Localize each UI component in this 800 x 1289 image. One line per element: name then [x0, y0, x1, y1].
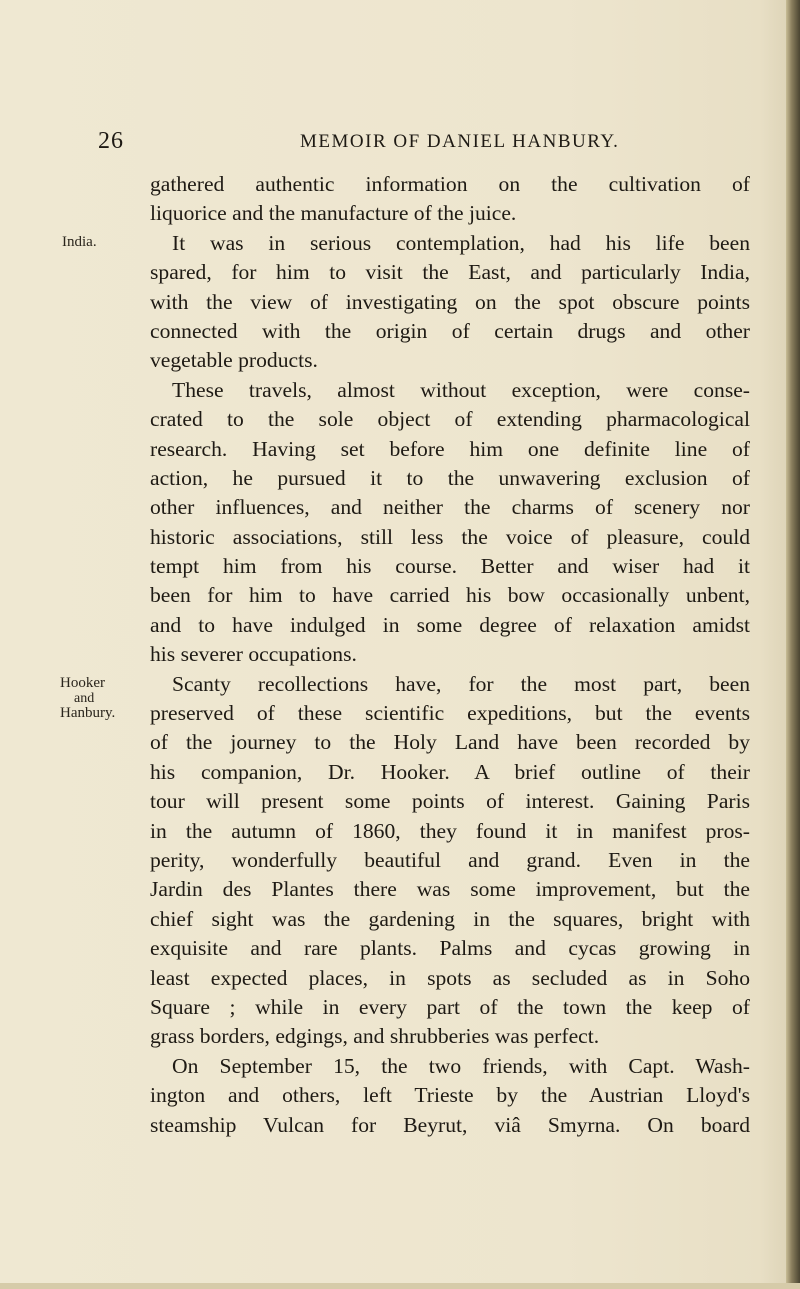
text-line: Jardin des Plantes there was some improvement, but the — [150, 877, 750, 902]
text-line: historic associations, still less the voice of pleasure, could — [150, 524, 750, 549]
margin-note-line: and — [74, 691, 95, 706]
text-line: ington and others, left Trieste by the Austrian Lloyd's — [150, 1083, 750, 1108]
text-line: been for him to have carried his bow occasionally unbent, — [150, 583, 750, 608]
page-number: 26 — [98, 128, 124, 154]
page-bottom-edge — [0, 1283, 800, 1289]
text-line: perity, wonderfully beautiful and grand. Even in the — [150, 847, 750, 872]
margin-note-line: India. — [62, 234, 97, 250]
text-line: preserved of these scientific expeditions, but the events — [150, 701, 750, 726]
text-line: On September 15, the two friends, with Capt. Wash- — [172, 1053, 750, 1078]
text-line: least expected places, in spots as secluded as in Soho — [150, 965, 750, 990]
page-header — [0, 128, 790, 158]
text-line: with the view of investigating on the spot obscure points — [150, 289, 750, 314]
text-line: action, he pursued it to the unwavering exclusion of — [150, 465, 750, 490]
text-line: research. Having set before him one definite line of — [150, 436, 750, 461]
margin-note-hooker-hanbury — [60, 675, 115, 722]
text-line: gathered authentic information on the cultivation of — [150, 172, 750, 196]
page-edge — [786, 0, 800, 1289]
text-line: chief sight was the gardening in the squares, bright with — [150, 906, 750, 931]
text-line: steamship Vulcan for Beyrut, viâ Smyrna. On board — [150, 1112, 750, 1137]
margin-note-line: Hanbury. — [60, 705, 116, 721]
body-text — [150, 170, 750, 1140]
text-line: Scanty recollections have, for the most part, been — [172, 671, 750, 696]
running-head: MEMOIR OF DANIEL HANBURY. — [300, 131, 620, 152]
text-line: These travels, almost without exception, were conse- — [172, 377, 750, 402]
margin-note-line: Hooker — [60, 675, 105, 691]
text-line: tempt him from his course. Better and wiser had it — [150, 554, 750, 579]
text-line: liquorice and the manufacture of the juice. — [150, 201, 517, 226]
text-line: and to have indulged in some degree of relaxation amidst — [150, 612, 750, 637]
text-line: vegetable products. — [150, 348, 318, 373]
text-line: other influences, and neither the charms of scenery nor — [150, 495, 750, 520]
text-line: of the journey to the Holy Land have been recorded by — [150, 730, 750, 755]
text-line: exquisite and rare plants. Palms and cycas growing in — [150, 936, 750, 961]
text-line: It was in serious contemplation, had his life been — [172, 230, 750, 255]
text-line: crated to the sole object of extending pharmacological — [150, 407, 750, 432]
text-line: in the autumn of 1860, they found it in manifest pros- — [150, 818, 750, 843]
margin-note-india — [62, 234, 97, 251]
text-line: grass borders, edgings, and shrubberies was perfect. — [150, 1024, 600, 1049]
text-line: tour will present some points of interest. Gaining Paris — [150, 789, 750, 814]
text-line: Square ; while in every part of the town the keep of — [150, 994, 750, 1019]
text-line: spared, for him to visit the East, and particularly India, — [150, 260, 750, 285]
text-line: his companion, Dr. Hooker. A brief outline of their — [150, 759, 750, 784]
text-line: connected with the origin of certain drugs and other — [150, 318, 750, 343]
text-line: his severer occupations. — [150, 642, 357, 667]
